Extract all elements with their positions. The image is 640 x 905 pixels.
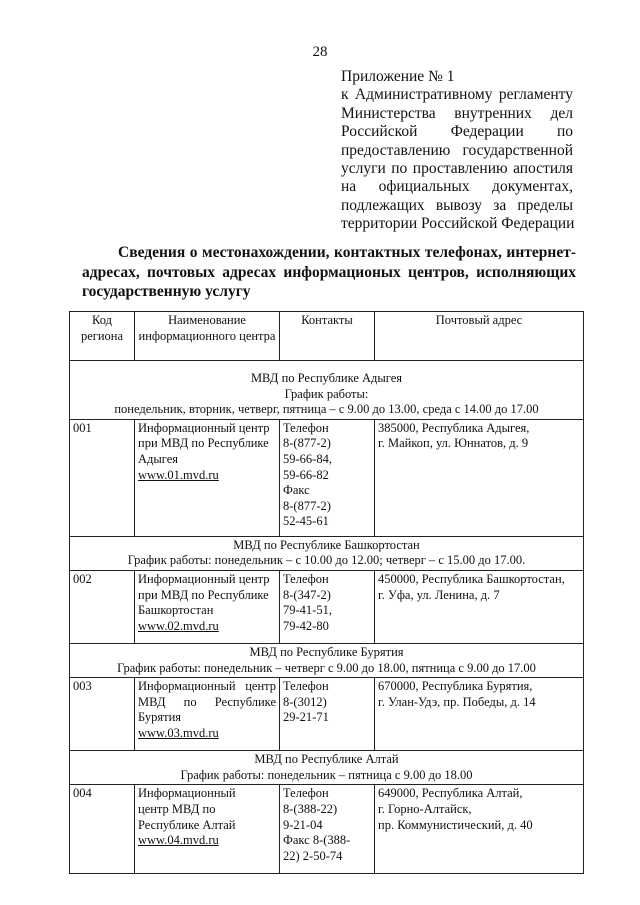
region-title: МВД по Республике Алтай bbox=[254, 752, 399, 767]
header-center-name bbox=[135, 312, 280, 361]
appendix-block bbox=[341, 68, 573, 234]
website-link[interactable]: www.03.mvd.ru bbox=[138, 725, 219, 740]
address-line: г. Уфа, ул. Ленина, д. 7 bbox=[378, 587, 500, 602]
contact-line: 8-(877-2) bbox=[283, 436, 331, 451]
contacts-cell bbox=[280, 785, 375, 874]
contact-line: 59-66-82 bbox=[283, 467, 329, 482]
center-name-line: центр МВД по bbox=[138, 801, 216, 816]
table-row bbox=[70, 678, 584, 751]
heading-line: адресах, почтовых адресах информационых центров, исполняющих bbox=[82, 263, 576, 281]
header-text: Наименование bbox=[168, 313, 246, 327]
address-line: г. Горно-Алтайск, bbox=[378, 801, 472, 816]
region-title-cell bbox=[70, 536, 584, 570]
contact-line: Факс 8-(388- bbox=[283, 833, 351, 848]
contact-line: Телефон bbox=[283, 420, 329, 435]
center-name-line: при МВД по Республике bbox=[138, 587, 269, 602]
contact-line: 8-(347-2) bbox=[283, 587, 331, 602]
header-contacts: Контакты bbox=[280, 312, 375, 361]
contacts-cell bbox=[280, 419, 375, 536]
heading-line: государственную услугу bbox=[82, 283, 251, 300]
contact-line: Телефон bbox=[283, 571, 329, 586]
appendix-line: предоставлению государственной bbox=[341, 141, 573, 159]
region-schedule: График работы: bbox=[284, 386, 369, 401]
contacts-cell bbox=[280, 678, 375, 751]
address-line: 649000, Республика Алтай, bbox=[378, 786, 523, 801]
contacts-cell bbox=[280, 570, 375, 643]
contact-line: 8-(388-22) bbox=[283, 801, 338, 816]
appendix-line: к Административному регламенту bbox=[341, 86, 573, 104]
header-text: Код bbox=[92, 313, 112, 327]
center-name-line: Информационный центр bbox=[138, 571, 270, 586]
website-link[interactable]: www.01.mvd.ru bbox=[138, 467, 219, 482]
appendix-line: территории Российской Федерации bbox=[341, 215, 575, 233]
region-code: 003 bbox=[70, 678, 135, 751]
address-cell bbox=[375, 419, 584, 536]
region-title-row bbox=[70, 536, 584, 570]
region-code: 001 bbox=[70, 419, 135, 536]
region-title-cell bbox=[70, 643, 584, 677]
contact-line: Телефон bbox=[283, 679, 329, 694]
heading-line: Сведения о местонахождении, контактных телефонах, интернет- bbox=[118, 244, 576, 261]
center-name-cell bbox=[135, 678, 280, 751]
contact-line: 59-66-84, bbox=[283, 451, 332, 466]
region-code: 002 bbox=[70, 570, 135, 643]
header-text: информационного центра bbox=[138, 328, 276, 343]
contact-line: 8-(877-2) bbox=[283, 498, 331, 513]
table-row bbox=[70, 419, 584, 536]
contact-line: 22) 2-50-74 bbox=[283, 848, 343, 863]
region-schedule: График работы: понедельник – пятница с 9.00 до 18.00 bbox=[180, 767, 473, 782]
region-title: МВД по Республике Башкортостан bbox=[233, 537, 420, 552]
region-title-row bbox=[70, 751, 584, 785]
appendix-line: Российской Федерации по bbox=[341, 123, 573, 141]
address-cell bbox=[375, 570, 584, 643]
address-line: 670000, Республика Бурятия, bbox=[378, 679, 533, 694]
table-row bbox=[70, 785, 584, 874]
center-name-line: Бурятия bbox=[138, 710, 182, 725]
center-name-cell bbox=[135, 419, 280, 536]
address-line: г. Майкоп, ул. Юннатов, д. 9 bbox=[378, 436, 529, 451]
address-line: г. Улан-Удэ, пр. Победы, д. 14 bbox=[378, 694, 536, 709]
page-number: 28 bbox=[312, 44, 328, 60]
center-name-line: Информационный bbox=[138, 786, 236, 801]
center-name-line: Информационный центр bbox=[138, 420, 270, 435]
region-title-row bbox=[70, 643, 584, 677]
contact-line: Телефон bbox=[283, 786, 329, 801]
center-name-line: Башкортостан bbox=[138, 603, 214, 618]
center-name-cell bbox=[135, 785, 280, 874]
info-centers-table bbox=[69, 311, 584, 874]
contact-line: 52-45-61 bbox=[283, 514, 329, 529]
table-row bbox=[70, 570, 584, 643]
address-line: 385000, Республика Адыгея, bbox=[378, 420, 530, 435]
center-name-line: Республике Алтай bbox=[138, 817, 236, 832]
region-schedule: График работы: понедельник – четверг с 9.00 до 18.00, пятница с 9.00 до 17.00 bbox=[117, 660, 536, 675]
website-link[interactable]: www.04.mvd.ru bbox=[138, 833, 219, 848]
header-text: региона bbox=[80, 328, 124, 343]
website-link[interactable]: www.02.mvd.ru bbox=[138, 618, 219, 633]
appendix-line: Приложение № 1 bbox=[341, 68, 455, 85]
address-line: 450000, Республика Башкортостан, bbox=[378, 571, 565, 586]
address-cell bbox=[375, 785, 584, 874]
appendix-line: подлежащих вывозу за пределы bbox=[341, 196, 573, 214]
appendix-line: на официальных документах, bbox=[341, 178, 573, 196]
region-code: 004 bbox=[70, 785, 135, 874]
center-name-cell bbox=[135, 570, 280, 643]
contact-line: 29-21-71 bbox=[283, 710, 329, 725]
region-schedule: понедельник, вторник, четверг, пятница – с 9.00 до 13.00, среда с 14.00 до 17.00 bbox=[114, 402, 539, 417]
header-address: Почтовый адрес bbox=[375, 312, 584, 361]
region-title-cell bbox=[70, 751, 584, 785]
appendix-line: Министерства внутренних дел bbox=[341, 104, 573, 122]
region-title: МВД по Республике Бурятия bbox=[249, 644, 404, 659]
region-schedule: График работы: понедельник – с 10.00 до 12.00; четверг – с 15.00 до 17.00. bbox=[127, 553, 526, 568]
contact-line: Факс bbox=[283, 483, 310, 498]
contact-line: 9-21-04 bbox=[283, 817, 323, 832]
document-heading bbox=[82, 243, 576, 302]
contact-line: 79-41-51, bbox=[283, 603, 332, 618]
center-name-line: Адыгея bbox=[138, 451, 179, 466]
center-name-line: Информационный центр bbox=[138, 679, 276, 694]
contact-line: 79-42-80 bbox=[283, 618, 329, 633]
contact-line: 8-(3012) bbox=[283, 694, 327, 709]
address-cell bbox=[375, 678, 584, 751]
center-name-line: при МВД по Республике bbox=[138, 436, 269, 451]
appendix-line: услуги по проставлению апостиля bbox=[341, 160, 573, 178]
address-line: пр. Коммунистический, д. 40 bbox=[378, 817, 533, 832]
region-title-cell bbox=[70, 361, 584, 420]
center-name-line: МВД по Республике bbox=[138, 694, 276, 709]
header-region-code bbox=[70, 312, 135, 361]
table-header-row bbox=[70, 312, 584, 361]
region-title: МВД по Республике Адыгея bbox=[250, 371, 403, 385]
region-title-row bbox=[70, 361, 584, 420]
